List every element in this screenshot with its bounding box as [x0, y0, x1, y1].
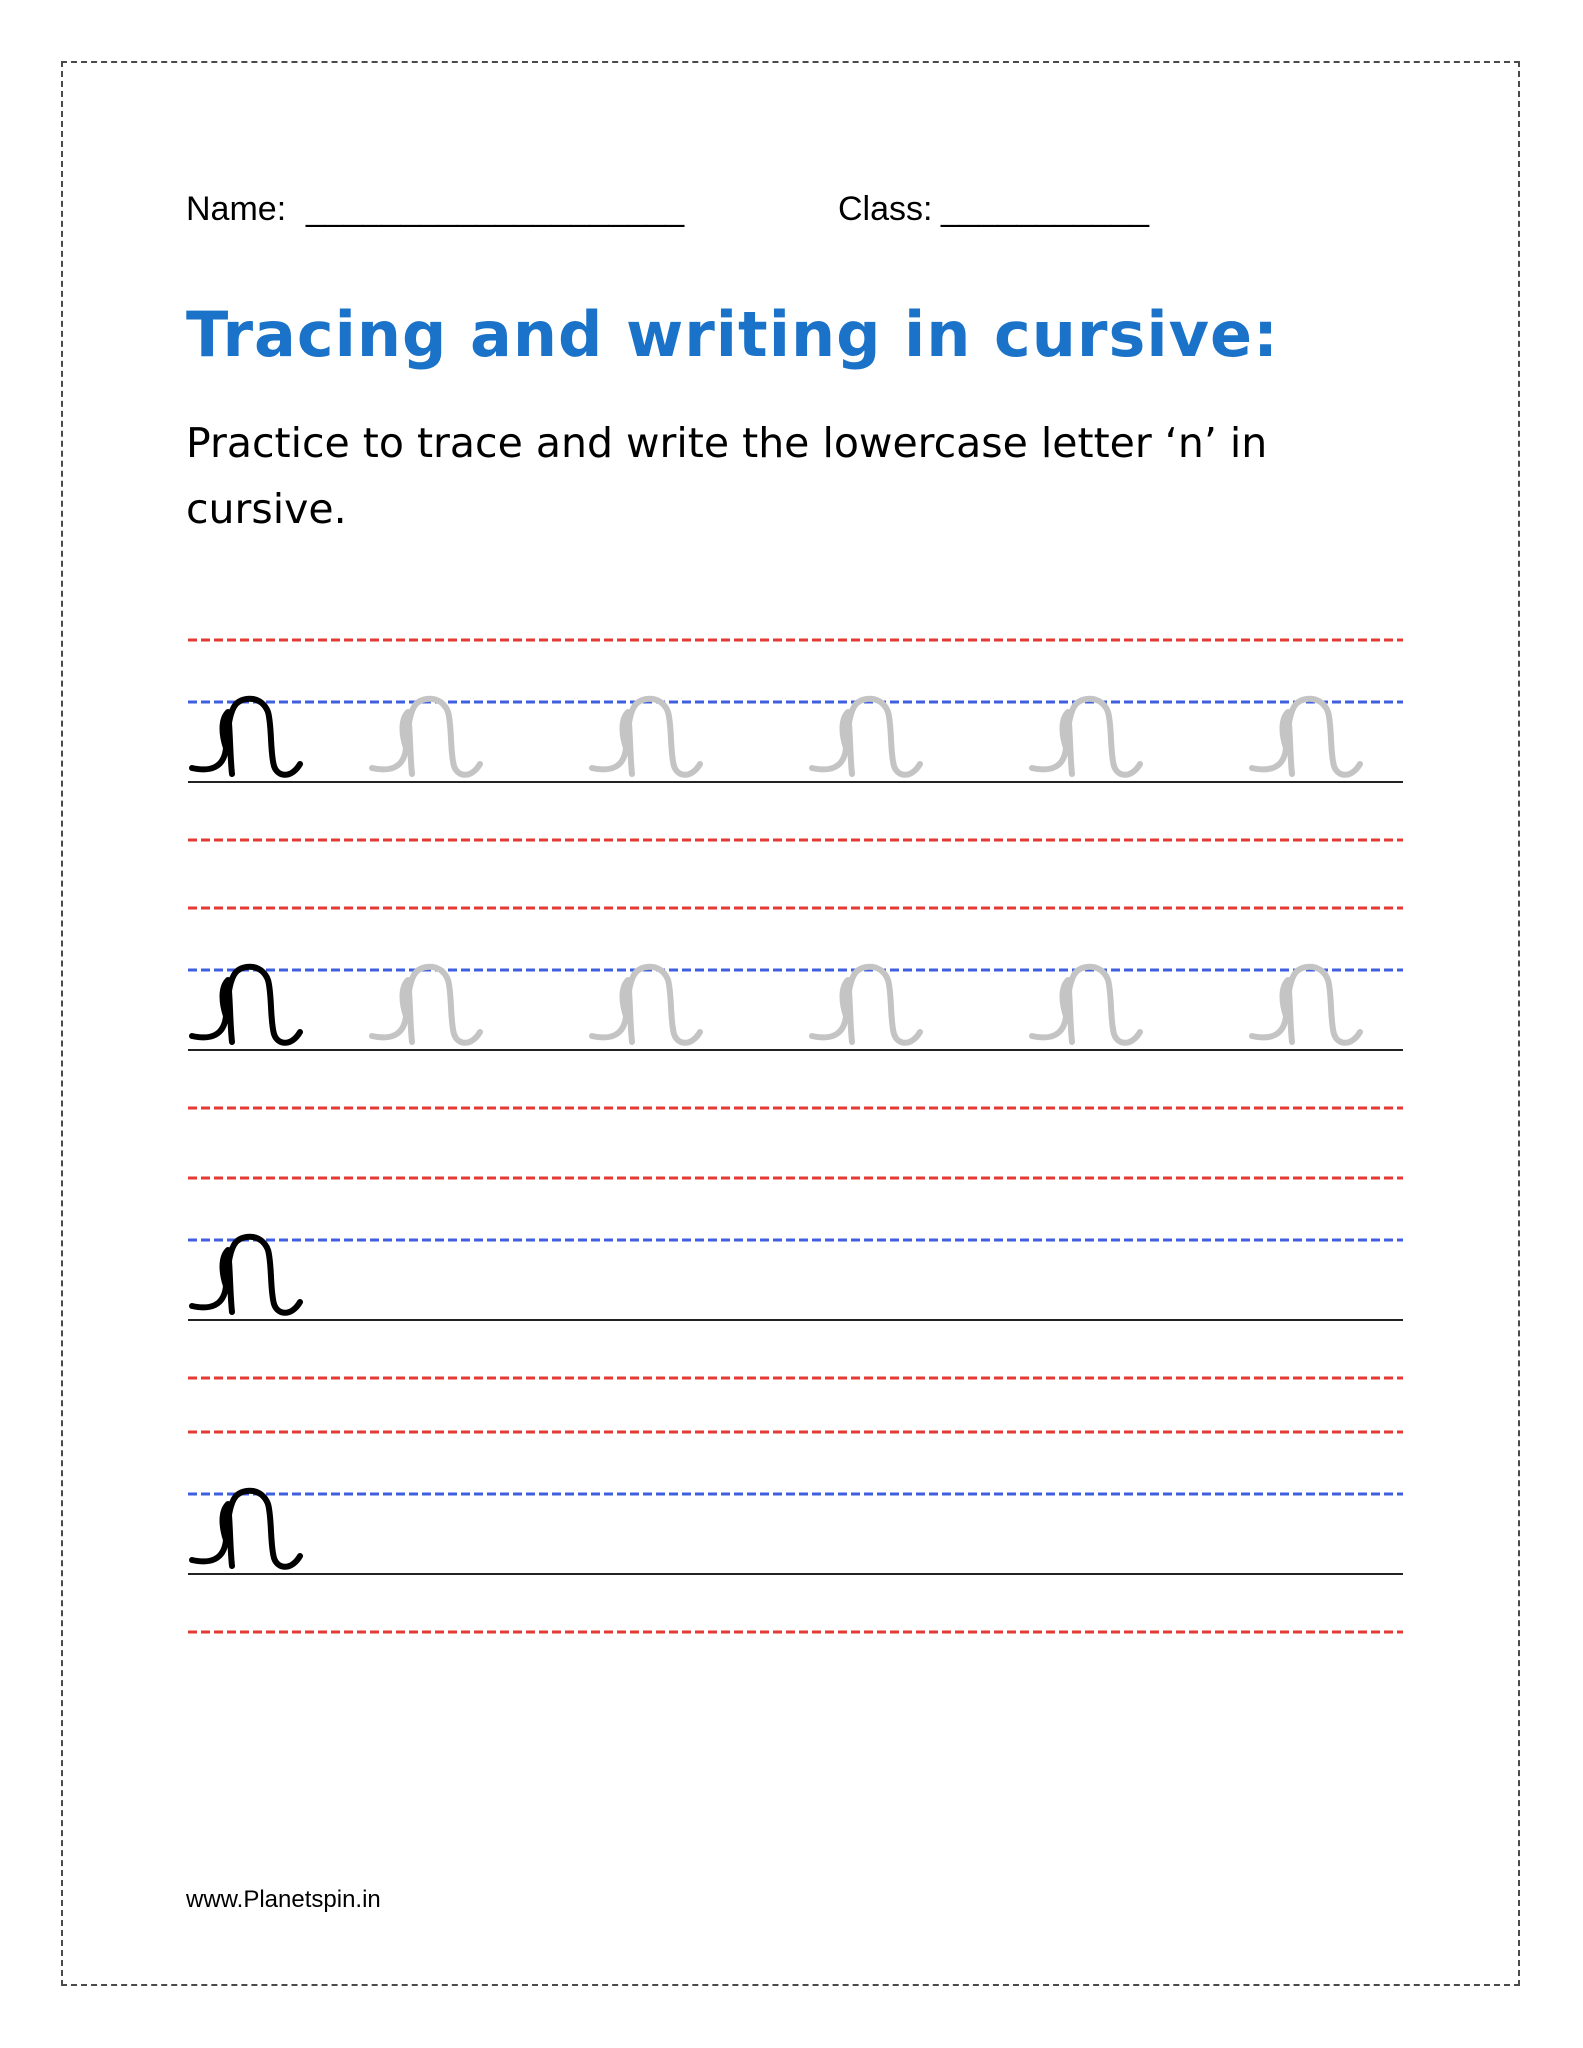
class-label: Class: — [838, 190, 933, 228]
trace-letter-n — [592, 699, 700, 775]
trace-letter-n — [372, 699, 480, 775]
trace-letter-n — [372, 967, 480, 1043]
trace-letter-n — [1032, 699, 1140, 775]
name-label: Name: — [186, 190, 287, 228]
name-blank[interactable]: ____________________ — [306, 190, 685, 228]
trace-letter-n — [812, 699, 920, 775]
model-letter-n — [192, 967, 300, 1043]
trace-letter-n — [1252, 967, 1360, 1043]
trace-letter-n — [592, 967, 700, 1043]
trace-letter-n — [812, 967, 920, 1043]
trace-letter-n — [1032, 967, 1140, 1043]
instruction-text: Practice to trace and write the lowercase letter ‘n’ in cursive. — [186, 419, 1268, 533]
model-letter-n — [192, 1237, 300, 1313]
class-blank[interactable]: ___________ — [941, 190, 1150, 228]
model-letter-n — [192, 699, 300, 775]
footer-website: www.Planetspin.in — [186, 1886, 381, 1913]
page-title: Tracing and writing in cursive: — [186, 298, 1279, 371]
trace-letter-n — [1252, 699, 1360, 775]
model-letter-n — [192, 1491, 300, 1567]
